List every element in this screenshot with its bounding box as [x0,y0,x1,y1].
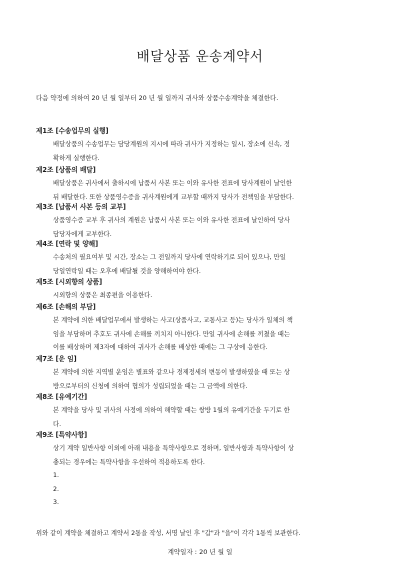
document-title: 배달상품 운송계약서 [136,49,264,65]
article-heading: 제8조 [유예기간] [36,393,88,401]
article-9 [36,431,372,510]
article-4 [36,240,372,278]
article-2 [36,166,372,204]
article-line: 본 계약에 의한 지역별 운임은 별표와 같으나 경제정세의 변동이 발생하였을 때 또는 상 [53,369,290,376]
article-line: 1. [53,472,60,480]
article-heading: 제5조 [시외향의 상품] [36,278,103,286]
article-line: 배달상품의 수송업무는 담당계원의 지시에 따라 귀사가 지정하는 일시, 장소에 신속, 정 [53,141,290,148]
article-heading: 제2조 [상품의 배달] [36,166,96,174]
article-body [53,364,372,393]
article-line: 수송처의 필요여부 및 시간, 장소는 그 전일까지 당사에 연락하기로 되어 있으나, 만일 [53,254,286,261]
closing-text: 위와 같이 계약을 체결하고 계약서 2통을 작성, 서명 날인 후 "갑"과 "을"이 각각 1통씩 보관한다. [36,530,301,537]
article-body [53,440,372,510]
contract-date: 계약일자 : 20 년 월 일 [167,548,233,556]
article-5 [36,278,372,303]
article-line: 상기 계약 일반사항 이외에 아래 내용을 특약사항으로 정하며, 일반사항과 특약사항이 상 [53,445,294,452]
article-line: 방으로부터의 신청에 의하여 협의가 성립되었을 때는 그 금액에 의한다. [53,382,248,390]
article-body [53,175,372,204]
article-body [53,136,372,165]
article-line: 뒤 배달한다. 또한 상품영수증을 귀사계원에게 교부할 때까지 당사가 전책임을 부담한다. [53,193,294,201]
article-heading: 제1조 [수송업무의 실행] [36,127,109,135]
article-1 [36,127,372,165]
article-body [53,402,372,431]
article-line: 담당자에게 교부한다. [53,230,112,238]
intro-text: 다음 약정에 의하여 20 년 월 일부터 20 년 월 일까지 귀사와 상품수송계약을 체결한다. [36,94,279,102]
article-line: 2. [53,485,60,493]
article-7 [36,355,372,393]
article-line: 임을 부담하며 추호도 귀사에 손해를 끼치지 아니한다. 만일 귀사에 손해를 끼쳤을 때는 [53,330,290,338]
article-8 [36,393,372,431]
article-line: 당일연락일 때는 오후에 배달될 것을 양해하여야 한다. [53,267,201,275]
article-line: 본 계약을 당사 및 귀사의 사정에 의하여 해약할 때는 쌍방 1월의 유예기간을 두기로 한 [53,407,290,414]
article-6 [36,303,372,355]
article-heading: 제7조 [운 임] [36,355,77,363]
article-line: 다. [53,420,62,428]
article-body [53,249,372,278]
article-3 [36,203,372,241]
article-body [53,212,372,241]
article-line: 3. [53,499,60,507]
article-line: 본 계약에 의한 배달업무에서 발생하는 사고(상품사고, 교통사고 등)는 당사가 일체의 책 [53,317,293,324]
article-heading: 제6조 [손해의 부담] [36,303,96,311]
article-body [53,287,372,303]
article-heading: 제9조 [특약사항] [36,431,88,439]
article-line: 시외향의 상품은 최종편을 이용한다. [53,292,153,299]
article-line: 배달상품은 귀사에서 출하시에 납품서 사본 또는 이와 유사한 전표에 당사계원이 날인한 [53,180,292,187]
article-line: 이를 배상하며 제3자에 대하여 귀사가 손해를 배상한 때에는 그 구상에 응한다. [53,344,268,352]
article-heading: 제4조 [연락 및 양해] [36,240,99,248]
article-line: 충되는 경우에는 특약사항을 우선하여 적용하도록 한다. [53,458,205,466]
article-heading: 제3조 [납품서 사본 등의 교부] [36,203,126,211]
article-line: 확하게 실행한다. [53,154,100,162]
article-body [53,312,372,355]
article-line: 상품영수증 교부 후 귀사의 계원은 납품서 사본 또는 이와 유사한 전표에 날인하여 당사 [53,217,290,224]
